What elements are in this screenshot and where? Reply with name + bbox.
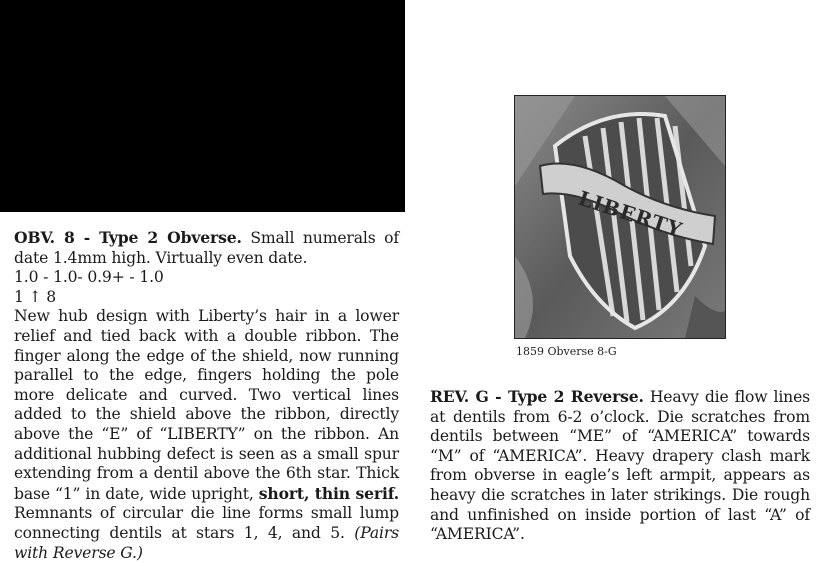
- obverse-body-text: New hub design with Liberty’s hair in a lower relief and tied back with a double ribbon. The finger along the edge of the shield, now running parallel to the edge, fingers holding the pole more delicate and curved. Two vertical lines added to the shield above the ribbon, directly above the “E” of “LIBERTY” on the ribbon. An additional hubbing defect is seen as a small spur extending from a dentil above the 6th star. Thick base “1” in date, wide upright,: [14, 307, 399, 503]
- photo-caption: 1859 Obverse 8-G: [516, 345, 617, 358]
- date-marker: 1 ↑ 8: [14, 287, 57, 306]
- coin-closeup-photo: [514, 95, 726, 339]
- obverse-paragraph: [14, 228, 399, 268]
- reverse-description: [430, 387, 810, 545]
- obverse-title: OBV. 8 - Type 2 Obverse.: [14, 228, 242, 247]
- obverse-body-text-2: Remnants of circular die line forms small lump connecting dentils at stars 1, 4, and 5.: [14, 504, 399, 542]
- reverse-title: REV. G - Type 2 Reverse.: [430, 387, 644, 406]
- obverse-intro: Small numerals of date 1.4mm high. Virtually even date.: [14, 229, 399, 267]
- ribbon-text: LIBERTY: [575, 185, 686, 243]
- shield-illustration: [515, 96, 725, 338]
- reverse-paragraph: [430, 387, 810, 545]
- date-measurements: 1.0 - 1.0- 0.9+ - 1.0: [14, 268, 164, 287]
- reverse-body: Heavy die flow lines at dentils from 6-2 o’clock. Die scratches from dentils between “ME” of “AMERICA” towards “M” of “AMERICA”. Heavy drapery clash mark from obverse in eagle’s left armpit, appears as heavy die scratches in later strikings. Die rough and unfinished on inside portion of last “A” of “AMERICA”.: [430, 388, 810, 544]
- obverse-body: [14, 307, 399, 563]
- pairs-note: (Pairs with Reverse G.): [14, 523, 399, 562]
- redacted-image-block: [0, 0, 405, 212]
- obverse-body-bold: short, thin serif.: [258, 483, 400, 503]
- obverse-description: [14, 228, 399, 563]
